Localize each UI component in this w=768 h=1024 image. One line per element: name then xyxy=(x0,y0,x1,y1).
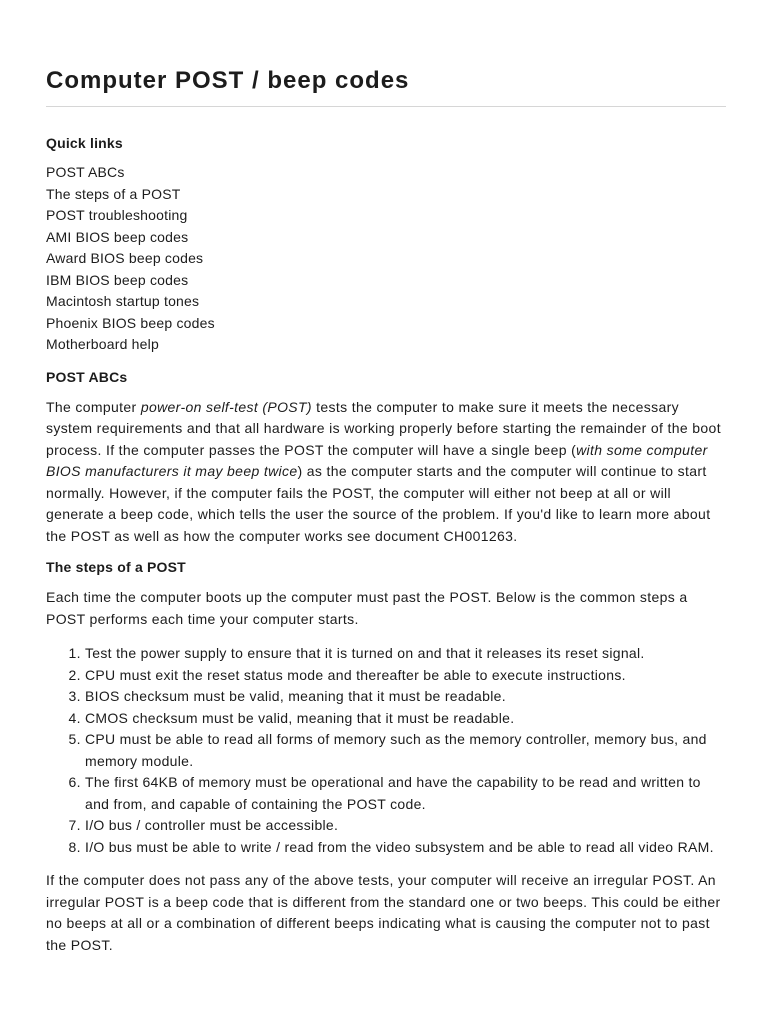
step-item: 4. CMOS checksum must be valid, meaning that it must be readable. xyxy=(85,708,726,730)
quick-link-macintosh[interactable]: Macintosh startup tones xyxy=(46,293,200,309)
irregular-post-paragraph: If the computer does not pass any of the above tests, your computer will receive an irregular POST. An irregular POST is a beep code that is different from the standard one or two beeps. This could be either no beeps at all or a combination of different beeps indicating what is causing the computer not to past the POST. xyxy=(46,872,721,953)
quick-links-heading: Quick links xyxy=(46,135,123,151)
quick-links-list xyxy=(46,162,726,356)
quick-link-steps-of-post[interactable]: The steps of a POST xyxy=(46,185,181,202)
step-item: 6. The first 64KB of memory must be operational and have the capability to be read and written to and from, and capable of containing the POST code. xyxy=(85,772,726,815)
quick-link-award-bios[interactable]: Award BIOS beep codes xyxy=(46,250,204,266)
step-item: 2. CPU must exit the reset status mode and thereafter be able to execute instructions. xyxy=(85,665,726,687)
post-abcs-paragraph xyxy=(46,397,726,548)
post-abcs-emphasis-2: with some computer BIOS manufacturers it may beep twice xyxy=(46,441,708,479)
steps-heading: The steps of a POST xyxy=(46,559,186,575)
steps-list xyxy=(46,643,726,858)
quick-link-post-abcs[interactable]: POST ABCs xyxy=(46,164,125,180)
quick-link-phoenix-bios[interactable]: Phoenix BIOS beep codes xyxy=(46,314,215,331)
step-item: 5. CPU must be able to read all forms of memory such as the memory controller, memory bus, and memory module. xyxy=(85,729,726,772)
step-item: 1. Test the power supply to ensure that it is turned on and that it releases its reset signal. xyxy=(85,643,726,665)
step-item: 7. I/O bus / controller must be accessible. xyxy=(85,815,726,837)
quick-link-ami-bios[interactable]: AMI BIOS beep codes xyxy=(46,228,189,245)
post-abcs-text-3: ) as the computer starts and the computer will continue to start normally. However, if the computer fails the POST, the computer will either not beep at all or will generate a beep code, which tells the user the source of the problem. If you'd like to learn more about the POST as well as how the computer works see document CH001263. xyxy=(46,463,711,544)
quick-link-post-troubleshooting[interactable]: POST troubleshooting xyxy=(46,207,188,223)
step-item: 8. I/O bus must be able to write / read from the video subsystem and be able to read all video RAM. xyxy=(85,837,726,859)
page-title: Computer POST / beep codes xyxy=(46,64,726,107)
post-abcs-text-1: The computer xyxy=(46,398,141,415)
post-abcs-text-2: tests the computer to make sure it meets the necessary system requirements and that all hardware is working properly before starting the remainder of the boot process. If the computer passes the POST the computer will have a single beep ( xyxy=(46,398,721,458)
quick-link-ibm-bios[interactable]: IBM BIOS beep codes xyxy=(46,271,189,288)
quick-link-motherboard-help[interactable]: Motherboard help xyxy=(46,336,159,352)
document-page xyxy=(46,64,726,956)
steps-intro: Each time the computer boots up the computer must past the POST. Below is the common steps a POST performs each time your computer starts. xyxy=(46,589,688,627)
post-abcs-heading: POST ABCs xyxy=(46,368,128,385)
step-item: 3. BIOS checksum must be valid, meaning that it must be readable. xyxy=(85,686,726,708)
post-abcs-emphasis-1: power-on self-test (POST) xyxy=(140,398,312,415)
